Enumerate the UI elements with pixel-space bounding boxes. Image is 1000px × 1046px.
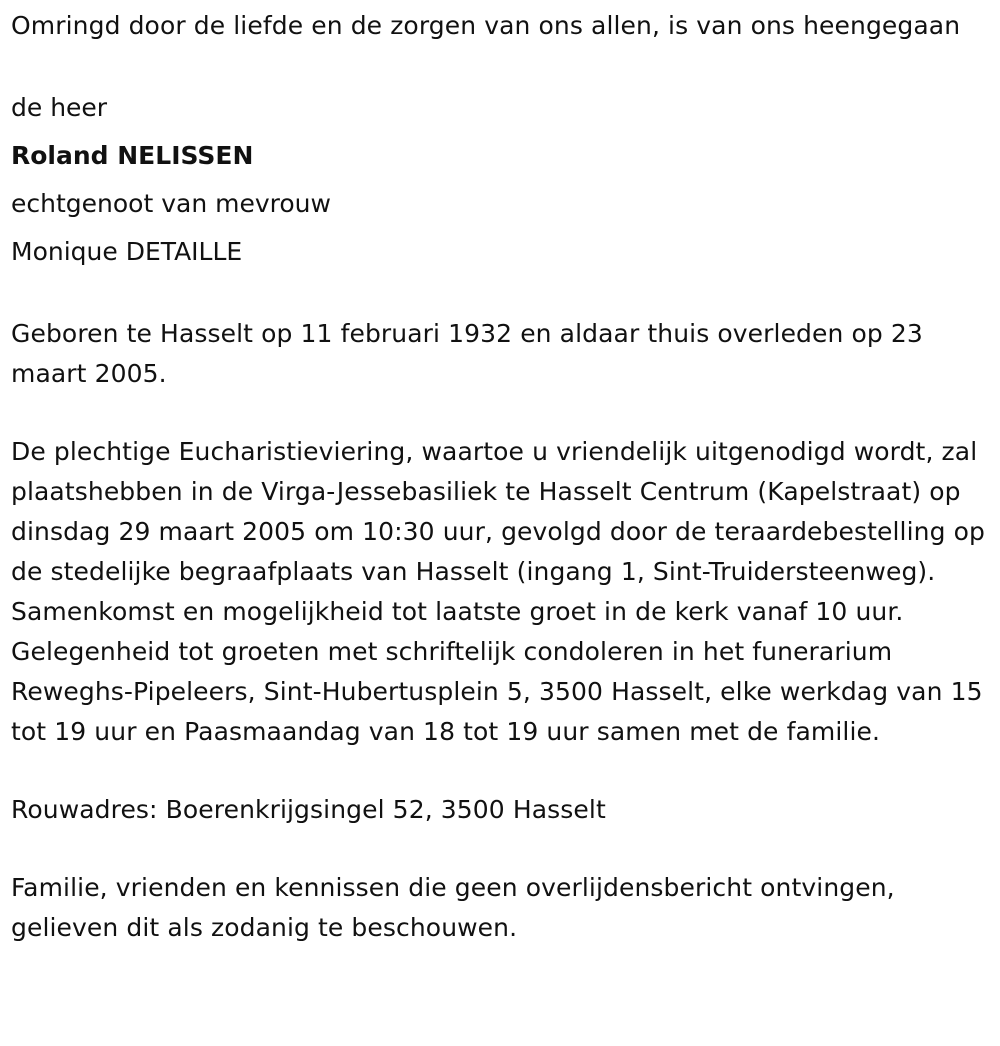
intro-text: Omringd door de liefde en de zorgen van ons allen, is van ons heengegaan (11, 11, 961, 40)
closing-text: Familie, vrienden en kennissen die geen overlijdensbericht ontvingen, gelieven dit als zodanig te beschouwen. (11, 873, 895, 942)
ceremony-text: De plechtige Eucharistieviering, waartoe u vriendelijk uitgenodigd wordt, zal plaatshebben in de Virga-Jessebasiliek te Hasselt Centrum (Kapelstraat) op dinsdag 29 maart 2005 om 10:30 uur, gevolgd door de teraardebestelling op de stedelijke begraafplaats van Hasselt (ingang 1, Sint-Truidersteenweg). Samenkomst en mogelijkheid tot laatste groet in de kerk vanaf 10 uur. Gelegenheid tot groeten met schriftelijk condoleren in het funerarium Reweghs-Pipeleers, Sint-Hubertusplein 5, 3500 Hasselt, elke werkdag van 15 tot 19 uur en Paasmaandag van 18 tot 19 uur samen met de familie. (11, 437, 985, 746)
relation-text: echtgenoot van mevrouw (11, 189, 331, 218)
spouse-name: Monique DETAILLE (11, 237, 243, 266)
mourning-address: Rouwadres: Boerenkrijgsingel 52, 3500 Hasselt (11, 795, 606, 824)
title-prefix: de heer (11, 93, 108, 122)
birth-death-text: Geboren te Hasselt op 11 februari 1932 en aldaar thuis overleden op 23 maart 2005. (11, 319, 923, 388)
deceased-name: Roland NELISSEN (11, 141, 254, 170)
